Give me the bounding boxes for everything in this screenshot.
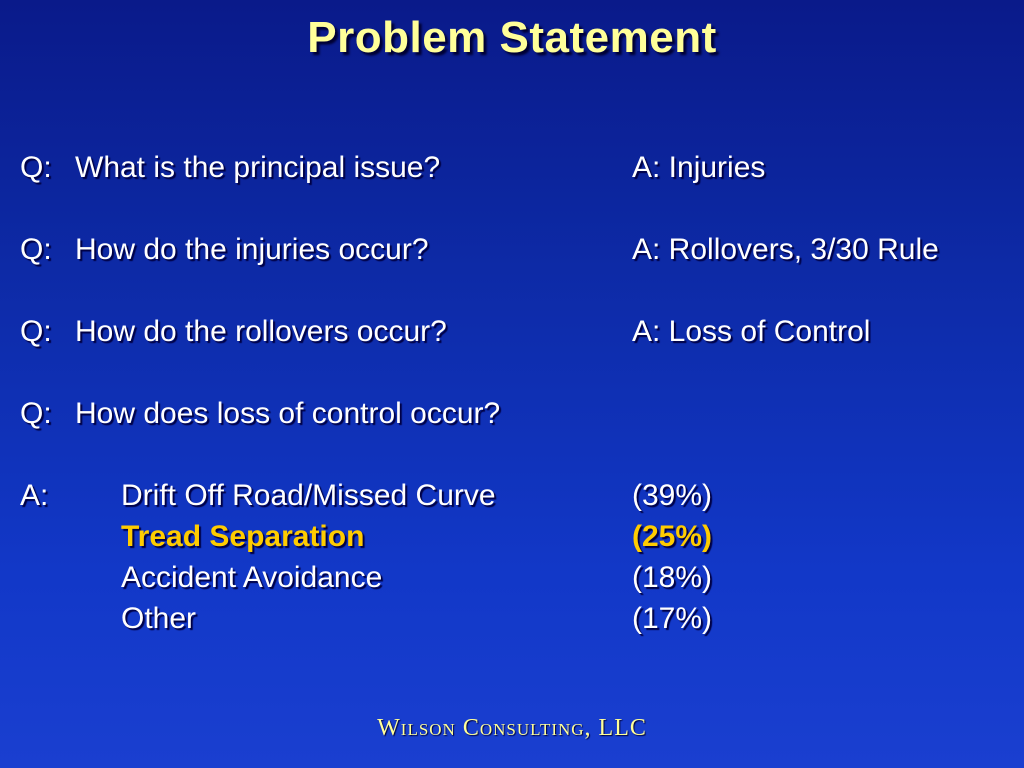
- question-prefix: Q:: [20, 233, 52, 266]
- question-text: How does loss of control occur?: [75, 397, 501, 430]
- cause-label: Drift Off Road/Missed Curve: [121, 479, 496, 512]
- cause-percent-highlighted: (25%): [632, 520, 713, 553]
- slide-title: Problem Statement: [307, 13, 717, 62]
- answer-text: A: Injuries: [632, 151, 766, 184]
- question-prefix: Q:: [20, 397, 52, 430]
- cause-label: Accident Avoidance: [121, 561, 383, 594]
- question-text: How do the rollovers occur?: [75, 315, 447, 348]
- answer-text: A: Rollovers, 3/30 Rule: [632, 233, 939, 266]
- cause-label-highlighted: Tread Separation: [121, 520, 365, 553]
- question-text: How do the injuries occur?: [75, 233, 429, 266]
- question-prefix: Q:: [20, 151, 52, 184]
- answer-prefix: A:: [20, 479, 49, 512]
- question-prefix: Q:: [20, 315, 52, 348]
- answer-text: A: Loss of Control: [632, 315, 871, 348]
- causes-block: [20, 478, 1020, 648]
- question-text: What is the principal issue?: [75, 151, 441, 184]
- cause-label: Other: [121, 602, 197, 635]
- cause-percent: (39%): [632, 479, 713, 512]
- cause-percent: (17%): [632, 602, 713, 635]
- cause-percent: (18%): [632, 561, 713, 594]
- footer-company-name: Wilson Consulting, LLC: [377, 715, 647, 741]
